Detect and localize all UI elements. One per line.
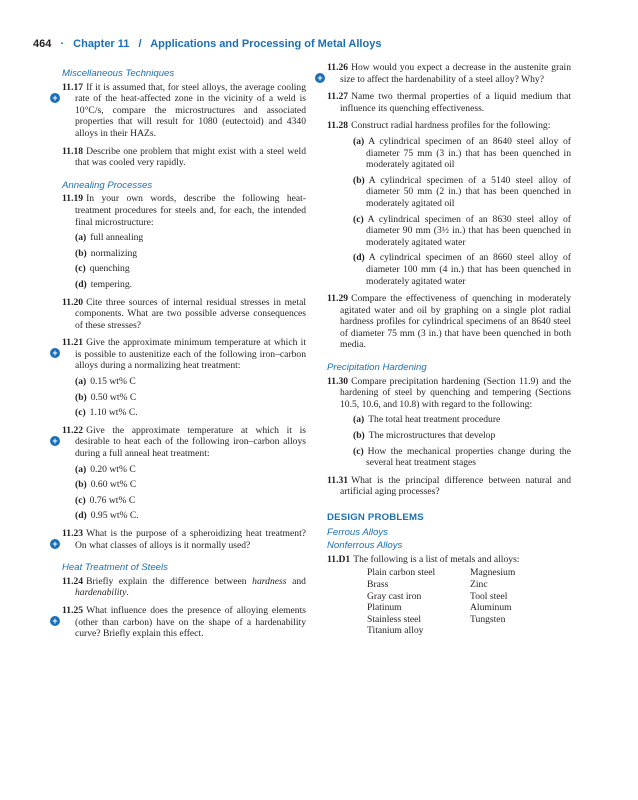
question-11-27 xyxy=(327,91,571,114)
question-11-20 xyxy=(62,297,306,332)
question-text: What is the principal difference between natural and artificial aging processes? xyxy=(340,474,571,498)
question-11-31 xyxy=(327,475,571,498)
question-11-30 xyxy=(327,376,571,469)
left-column xyxy=(52,62,306,646)
subheading-ferrous: Ferrous Alloys xyxy=(327,526,388,538)
question-11-24: 11.24 Briefly explain the difference between hardness and hardenability. xyxy=(62,575,306,599)
question-text: Compare the effectiveness of quenching in moderately agitated water and oil by graphing on a single plot radial hardness profiles for cylindrical specimens of an 8640 steel of diameter 75 mm (3 in.) that have been quenched in both media. xyxy=(340,293,571,351)
question-text: What influence does the presence of alloying elements (other than carbon) have on the shape of a hardenability curve? Briefly explain this effect. xyxy=(75,604,306,640)
question-number: 11.26 xyxy=(327,62,349,73)
section-heading-miscellaneous: Miscellaneous Techniques xyxy=(62,68,175,79)
page-number: 464 xyxy=(33,38,52,50)
question-part: (b) A cylindrical specimen of a 5140 steel alloy of diameter 50 mm (2 in.) that has been quenched in moderately agitated oil xyxy=(353,174,571,209)
question-text: The following is a list of metals and alloys: xyxy=(353,553,520,565)
question-text: Cite three sources of internal residual stresses in metal components. What are two possible adverse consequences of these stresses? xyxy=(75,296,306,331)
question-text: What is the purpose of a spheroidizing heat treatment? On what classes of alloys is it normally used? xyxy=(75,528,306,551)
question-part: (c) 0.76 wt% C xyxy=(75,494,136,506)
question-11-19 xyxy=(62,193,306,290)
chapter-title: Applications and Processing of Metal Alloys xyxy=(150,38,382,50)
list-item: Brass Zinc xyxy=(367,578,488,590)
web-plus-icon: + xyxy=(315,73,325,83)
question-part: (a) A cylindrical specimen of an 8640 steel alloy of diameter 75 mm (3 in.) that has been quenched in moderately agitated oil xyxy=(353,135,571,171)
list-item: Plain carbon steel Magnesium xyxy=(367,567,516,579)
web-plus-icon: + xyxy=(50,616,60,626)
term-hardenability: hardenability xyxy=(75,587,127,599)
list-item: Titanium alloy xyxy=(367,625,424,637)
list-item: Stainless steel Tungsten xyxy=(367,613,506,625)
question-part: (a) 0.20 wt% C xyxy=(75,463,136,475)
question-number: 11.28 xyxy=(327,120,349,132)
question-11-29 xyxy=(327,293,571,351)
question-number: 11.30 xyxy=(327,375,349,387)
web-plus-icon: + xyxy=(50,348,60,358)
web-plus-icon: + xyxy=(50,93,60,103)
question-part: (d) 0.95 wt% C. xyxy=(75,510,139,522)
materials-list xyxy=(367,567,571,637)
header-slash: / xyxy=(138,38,142,50)
question-number: 11.19 xyxy=(62,193,84,205)
question-text: Construct radial hardness profiles for the following: xyxy=(351,120,551,132)
question-part: (c) A cylindrical specimen of an 8630 steel alloy of diameter 90 mm (3½ in.) that has been quenched in moderately agitated water xyxy=(353,213,571,248)
question-11-17 xyxy=(52,81,306,140)
question-text: How would you expect a decrease in the austenite grain size to affect the hardenability of a steel alloy? Why? xyxy=(340,62,571,85)
subheading-nonferrous: Nonferrous Alloys xyxy=(327,540,403,552)
question-part: (b) 0.50 wt% C xyxy=(75,391,137,403)
question-11-18 xyxy=(62,146,306,169)
list-item: Gray cast iron Tool steel xyxy=(367,590,508,602)
list-item: Platinum Aluminum xyxy=(367,602,512,614)
question-number: 11.29 xyxy=(327,293,349,305)
question-number: 11.20 xyxy=(62,296,84,308)
question-11-28 xyxy=(327,120,571,287)
question-part: (d) A cylindrical specimen of an 8660 steel alloy of diameter 100 mm (4 in.) that has been quenched in moderately agitated water xyxy=(353,252,571,287)
question-part: (a) The total heat treatment procedure xyxy=(353,414,501,426)
question-number: 11.D1 xyxy=(327,553,351,565)
question-number: 11.24 xyxy=(62,575,84,587)
question-text: Compare precipitation hardening (Section 11.9) and the hardening of steel by quenching and tempering (Sections 10.5, 10.6, and 10.8) with regard to the following: xyxy=(340,375,571,410)
question-part: (b) 0.60 wt% C xyxy=(75,479,137,491)
question-part: (b) The microstructures that develop xyxy=(353,430,496,442)
design-problem-11-d1 xyxy=(327,554,571,637)
question-text: If it is assumed that, for steel alloys, the average cooling rate of the heat-affected zone in the vicinity of a weld is 10°C/s, compare the microstructures and associated properties that will result for 1080 (eutectoid) and 4340 alloys in their HAZs. xyxy=(75,81,306,139)
question-part: (c) 1.10 wt% C. xyxy=(75,407,138,419)
section-heading-annealing: Annealing Processes xyxy=(62,179,153,191)
question-number: 11.23 xyxy=(62,528,84,539)
question-text: Give the approximate minimum temperature at which it is possible to austenitize each of the following iron–carbon alloys during a normalizing heat treatment: xyxy=(75,337,306,372)
question-part: (d) tempering. xyxy=(75,278,133,290)
question-11-26 xyxy=(317,62,571,85)
question-number: 11.31 xyxy=(327,474,349,486)
question-text: In your own words, describe the following heat-treatment procedures for steels and, for each, the intended final microstructure: xyxy=(75,193,306,228)
term-hardness: hardness xyxy=(252,575,287,587)
right-column xyxy=(317,62,571,643)
design-problems-heading: DESIGN PROBLEMS xyxy=(327,512,424,523)
running-header xyxy=(33,38,613,50)
question-11-25 xyxy=(52,604,306,640)
question-part: (c) How the mechanical properties change during the several heat treatment stages xyxy=(353,445,571,469)
question-11-21 xyxy=(52,337,306,419)
section-heading-precipitation: Precipitation Hardening xyxy=(327,362,427,374)
section-heading-heat-treatment: Heat Treatment of Steels xyxy=(62,562,168,574)
question-number: 11.25 xyxy=(62,604,84,616)
question-text: Name two thermal properties of a liquid medium that influence its quenching effectiveness. xyxy=(340,91,571,114)
question-part: (b) normalizing xyxy=(75,247,138,259)
question-11-22 xyxy=(52,424,306,522)
question-text: Describe one problem that might exist with a steel weld that was cooled very rapidly. xyxy=(75,145,306,169)
question-number: 11.22 xyxy=(62,424,84,436)
chapter-label: Chapter 11 xyxy=(73,38,130,50)
question-number: 11.21 xyxy=(62,337,84,349)
question-part: (a) full annealing xyxy=(75,232,144,244)
question-text: Give the approximate temperature at which it is desirable to heat each of the following iron–carbon alloys during a full anneal heat treatment: xyxy=(75,424,306,460)
question-11-23 xyxy=(52,528,306,551)
web-plus-icon: + xyxy=(50,539,60,549)
question-number: 11.18 xyxy=(62,145,84,157)
question-part: (c) quenching xyxy=(75,263,130,275)
question-part: (a) 0.15 wt% C xyxy=(75,376,136,388)
question-number: 11.17 xyxy=(62,81,84,93)
header-separator: · xyxy=(60,38,65,50)
question-number: 11.27 xyxy=(327,91,349,103)
web-plus-icon: + xyxy=(50,436,60,446)
